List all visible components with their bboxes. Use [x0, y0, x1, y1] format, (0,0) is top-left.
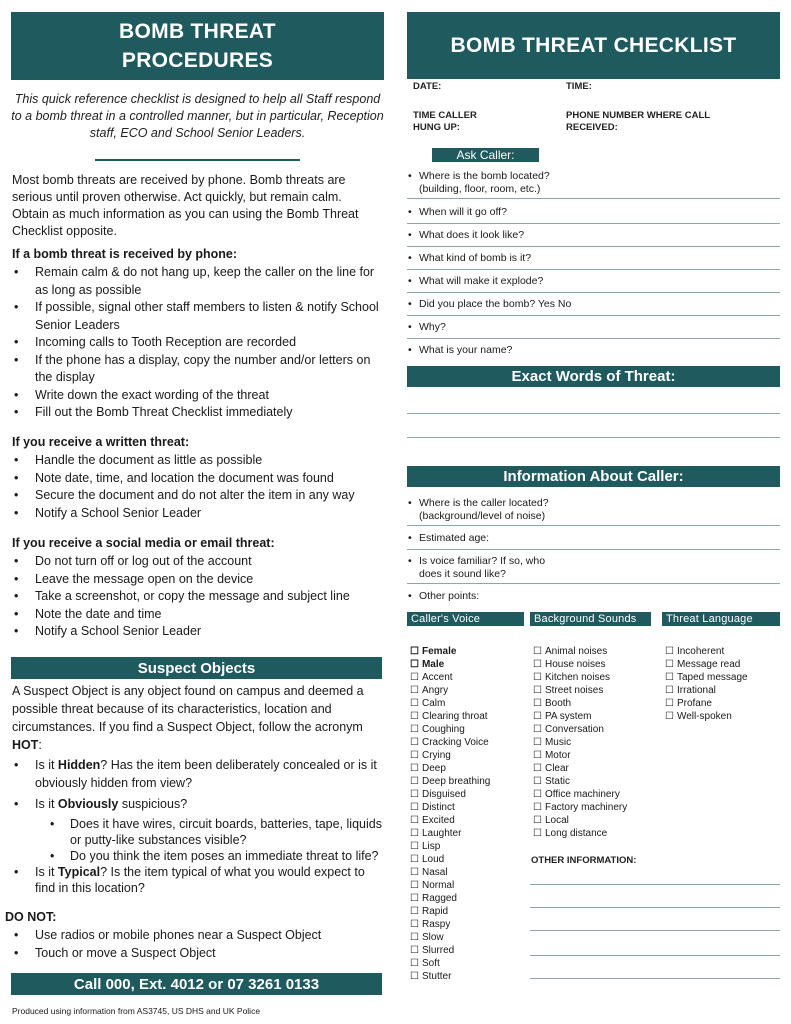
checkbox-icon[interactable]: ☐ [533, 685, 542, 696]
checkbox-label: Motor [544, 750, 571, 761]
phone-threat-heading: If a bomb threat is received by phone: [12, 247, 238, 261]
checkbox-option[interactable] [533, 736, 627, 749]
written-threat-heading: If you receive a written threat: [12, 435, 190, 449]
info-caller-location: • Where is the caller located? (background/level of noise) [407, 497, 780, 526]
checkbox-label: Loud [421, 854, 445, 865]
checkbox-option[interactable] [410, 723, 490, 736]
exact-words-banner: Exact Words of Threat: [407, 366, 780, 387]
checkbox-icon[interactable]: ☐ [533, 711, 542, 722]
checkbox-option[interactable] [410, 658, 490, 671]
phone-number-label: PHONE NUMBER WHERE CALL RECEIVED: [566, 110, 711, 133]
caller-info-banner: Information About Caller: [407, 466, 780, 487]
checkbox-label: Profane [676, 698, 712, 709]
checkbox-label: Slurred [421, 945, 455, 956]
question-look-like: • What does it look like? [407, 229, 780, 247]
checkbox-icon[interactable]: ☐ [533, 724, 542, 735]
checkbox-icon[interactable]: ☐ [410, 659, 419, 670]
answer-line [530, 955, 780, 956]
checkbox-label: Lisp [421, 841, 441, 852]
checkbox-icon[interactable]: ☐ [410, 971, 419, 982]
hung-up-label: TIME CALLER HUNG UP: [413, 110, 477, 133]
checkbox-option[interactable] [410, 866, 490, 879]
checkbox-icon[interactable]: ☐ [410, 906, 419, 917]
checkbox-option[interactable] [410, 918, 490, 931]
checkbox-icon[interactable]: ☐ [410, 737, 419, 748]
suspect-list [12, 757, 384, 896]
checkbox-option[interactable] [410, 788, 490, 801]
checkbox-label: Laughter [421, 828, 462, 839]
list-item: • Use radios or mobile phones near a Suspect Object [12, 927, 384, 945]
checkbox-label: Stutter [421, 971, 452, 982]
obvious-item: • Is it Obviously suspicious? [12, 796, 384, 814]
checkbox-option[interactable] [533, 684, 627, 697]
hidden-item: • Is it Hidden? Has the item been deliberately concealed or is it obviously hidden from view? [12, 757, 384, 792]
checklist-title-banner: BOMB THREAT CHECKLIST [407, 12, 780, 79]
checkbox-icon[interactable]: ☐ [410, 854, 419, 865]
checkbox-icon[interactable]: ☐ [410, 711, 419, 722]
info-other-points: • Other points: [407, 590, 780, 606]
intro-divider [95, 159, 300, 161]
checkbox-option[interactable] [533, 749, 627, 762]
checkbox-option[interactable] [410, 671, 490, 684]
list-item: • Touch or move a Suspect Object [12, 945, 384, 963]
checkbox-label: Street noises [544, 685, 604, 696]
checkbox-icon[interactable]: ☐ [665, 698, 674, 709]
suspect-intro-text: A Suspect Object is any object found on campus and deemed a possible threat because of its characteristics, location and circumstances. If you find a Suspect Object, follow the acronym [12, 684, 364, 734]
question-why: • Why? [407, 321, 780, 339]
ask-caller-banner: Ask Caller: [432, 148, 539, 162]
checkbox-icon[interactable]: ☐ [410, 646, 419, 657]
list-item: • Note the date and time [12, 606, 384, 624]
date-label: DATE: [413, 81, 442, 92]
checkbox-icon[interactable]: ☐ [665, 672, 674, 683]
checkbox-label: Taped message [676, 672, 748, 683]
checkbox-icon[interactable]: ☐ [410, 789, 419, 800]
do-not-heading: DO NOT: [5, 910, 57, 924]
threat-language-list [665, 645, 748, 723]
answer-line [530, 978, 780, 979]
checkbox-label: Clearing throat [421, 711, 488, 722]
procedures-title-line2: PROCEDURES [121, 49, 274, 72]
checkbox-icon[interactable]: ☐ [410, 750, 419, 761]
checkbox-option[interactable] [665, 658, 748, 671]
checkbox-option[interactable] [533, 775, 627, 788]
checkbox-label: Animal noises [544, 646, 608, 657]
checkbox-label: House noises [544, 659, 606, 670]
footer-note: Produced using information from AS3745, US DHS and UK Police [12, 1006, 261, 1016]
emergency-call-banner: Call 000, Ext. 4012 or 07 3261 0133 [11, 973, 382, 995]
checkbox-label: PA system [544, 711, 592, 722]
checkbox-option[interactable] [410, 827, 490, 840]
list-item: • Remain calm & do not hang up, keep the caller on the line for as long as possible [12, 264, 384, 299]
checkbox-label: Well-spoken [676, 711, 732, 722]
list-item: • Does it have wires, circuit boards, batteries, tape, liquids or putty-like substances visible? [12, 816, 384, 848]
checkbox-label: Deep breathing [421, 776, 491, 787]
checkbox-option[interactable] [533, 814, 627, 827]
checkbox-option[interactable] [533, 762, 627, 775]
checkbox-icon[interactable]: ☐ [410, 685, 419, 696]
background-sounds-list [533, 645, 627, 840]
checkbox-option[interactable] [533, 658, 627, 671]
list-item: • Write down the exact wording of the threat [12, 387, 384, 405]
callers-voice-header: Caller's Voice [407, 612, 524, 626]
checkbox-label: Message read [676, 659, 741, 670]
checkbox-icon[interactable]: ☐ [410, 815, 419, 826]
checkbox-option[interactable] [410, 645, 490, 658]
checkbox-icon[interactable]: ☐ [665, 685, 674, 696]
checkbox-label: Distinct [421, 802, 455, 813]
checkbox-option[interactable] [533, 801, 627, 814]
checkbox-label: Soft [421, 958, 440, 969]
checkbox-icon[interactable]: ☐ [410, 672, 419, 683]
checkbox-icon[interactable]: ☐ [533, 828, 542, 839]
checkbox-label: Male [421, 659, 445, 670]
checkbox-option[interactable] [410, 762, 490, 775]
checkbox-icon[interactable]: ☐ [533, 737, 542, 748]
answer-line [530, 930, 780, 931]
checkbox-icon[interactable]: ☐ [410, 828, 419, 839]
hidden-word: Hidden [57, 758, 101, 772]
background-sounds-header: Background Sounds [530, 612, 651, 626]
checkbox-label: Music [544, 737, 572, 748]
checkbox-label: Local [544, 815, 569, 826]
info-voice-familiar: • Is voice familiar? If so, who does it sound like? [407, 555, 780, 584]
list-item: • If possible, signal other staff members to listen & notify School Senior Leaders [12, 299, 384, 334]
time-label: TIME: [566, 81, 592, 92]
info-estimated-age: • Estimated age: [407, 532, 780, 550]
checkbox-label: Excited [421, 815, 455, 826]
checkbox-icon[interactable]: ☐ [533, 698, 542, 709]
checkbox-option[interactable] [410, 879, 490, 892]
checkbox-icon[interactable]: ☐ [410, 919, 419, 930]
checkbox-option[interactable] [665, 645, 748, 658]
checkbox-option[interactable] [533, 827, 627, 840]
other-information-label: OTHER INFORMATION: [531, 855, 637, 866]
answer-line [407, 437, 780, 438]
written-threat-list [12, 452, 384, 522]
checkbox-label: Angry [421, 685, 449, 696]
checkbox-label: Disguised [421, 789, 466, 800]
checkbox-icon[interactable]: ☐ [533, 646, 542, 657]
procedures-intro: This quick reference checklist is designed to help all Staff respond to a bomb threat in a controlled manner, but in particular, Reception staff, ECO and School Senior Leaders. [11, 92, 384, 140]
checkbox-option[interactable] [410, 775, 490, 788]
checkbox-option[interactable] [410, 814, 490, 827]
list-item: • Note date, time, and location the document was found [12, 470, 384, 488]
list-item: • Handle the document as little as possible [12, 452, 384, 470]
checkbox-label: Ragged [421, 893, 457, 904]
procedures-body: Most bomb threats are received by phone. Bomb threats are serious until proven otherwise. Act quickly, but remain calm. Obtain as much information as you can using the Bomb Threat Checklist opposite. [12, 173, 359, 238]
checkbox-label: Static [544, 776, 570, 787]
question-kind: • What kind of bomb is it? [407, 252, 780, 270]
list-item: • Take a screenshot, or copy the message and subject line [12, 588, 384, 606]
checkbox-icon[interactable]: ☐ [533, 763, 542, 774]
list-item: • Notify a School Senior Leader [12, 505, 384, 523]
list-item: • Secure the document and do not alter the item in any way [12, 487, 384, 505]
checkbox-option[interactable] [410, 905, 490, 918]
checkbox-icon[interactable]: ☐ [410, 724, 419, 735]
checkbox-label: Raspy [421, 919, 451, 930]
checkbox-icon[interactable]: ☐ [410, 867, 419, 878]
checkbox-icon[interactable]: ☐ [533, 750, 542, 761]
checkbox-label: Female [421, 646, 457, 657]
checkbox-label: Irrational [676, 685, 716, 696]
checkbox-icon[interactable]: ☐ [533, 789, 542, 800]
checkbox-option[interactable] [533, 723, 627, 736]
checkbox-icon[interactable]: ☐ [665, 659, 674, 670]
checkbox-option[interactable] [533, 645, 627, 658]
checkbox-label: Crying [421, 750, 451, 761]
checkbox-icon[interactable]: ☐ [533, 815, 542, 826]
checkbox-icon[interactable]: ☐ [533, 776, 542, 787]
checkbox-option[interactable] [533, 671, 627, 684]
checkbox-icon[interactable]: ☐ [410, 841, 419, 852]
suspect-intro: A Suspect Object is any object found on campus and deemed a possible threat because of its characteristics, location and circumstances. If you find a Suspect Object, follow the acronym HOT: [12, 684, 364, 752]
suspect-acronym: HOT [12, 738, 39, 752]
checkbox-option[interactable] [410, 892, 490, 905]
checkbox-option[interactable] [410, 736, 490, 749]
question-when: • When will it go off? [407, 206, 780, 224]
checkbox-option[interactable] [533, 788, 627, 801]
checkbox-icon[interactable]: ☐ [410, 958, 419, 969]
checkbox-icon[interactable]: ☐ [533, 802, 542, 813]
list-item: • Do not turn off or log out of the account [12, 553, 384, 571]
checkbox-icon[interactable]: ☐ [533, 672, 542, 683]
checkbox-icon[interactable]: ☐ [665, 711, 674, 722]
callers-voice-list [410, 645, 490, 983]
threat-language-header: Threat Language [662, 612, 780, 626]
procedures-title-banner [11, 12, 384, 80]
checkbox-icon[interactable]: ☐ [410, 802, 419, 813]
checkbox-label: Booth [544, 698, 572, 709]
checkbox-icon[interactable]: ☐ [410, 880, 419, 891]
list-item: • Do you think the item poses an immediate threat to life? [12, 848, 384, 864]
checkbox-option[interactable] [410, 853, 490, 866]
checkbox-icon[interactable]: ☐ [665, 646, 674, 657]
checkbox-option[interactable] [410, 749, 490, 762]
checkbox-label: Calm [421, 698, 446, 709]
checkbox-option[interactable] [410, 970, 490, 983]
checkbox-label: Accent [421, 672, 453, 683]
checkbox-label: Coughing [421, 724, 465, 735]
checkbox-option[interactable] [665, 684, 748, 697]
answer-line [530, 884, 780, 885]
checkbox-icon[interactable]: ☐ [410, 945, 419, 956]
checkbox-label: Deep [421, 763, 446, 774]
answer-line [407, 413, 780, 414]
phone-threat-list [12, 264, 384, 422]
list-item: • Notify a School Senior Leader [12, 623, 384, 641]
obvious-word: Obviously [57, 797, 119, 811]
checkbox-option[interactable] [410, 957, 490, 970]
checkbox-option[interactable] [533, 697, 627, 710]
social-threat-heading: If you receive a social media or email threat: [12, 536, 275, 550]
checkbox-option[interactable] [410, 710, 490, 723]
checkbox-icon[interactable]: ☐ [410, 763, 419, 774]
checkbox-option[interactable] [410, 931, 490, 944]
checkbox-icon[interactable]: ☐ [533, 659, 542, 670]
checkbox-label: Clear [544, 763, 569, 774]
checkbox-label: Nasal [421, 867, 448, 878]
checkbox-label: Rapid [421, 906, 449, 917]
list-item: • Incoming calls to Tooth Reception are recorded [12, 334, 384, 352]
checkbox-icon[interactable]: ☐ [410, 698, 419, 709]
checkbox-label: Incoherent [676, 646, 725, 657]
social-threat-list [12, 553, 384, 641]
checkbox-option[interactable] [665, 710, 748, 723]
do-not-list [12, 927, 384, 962]
question-bomb-location: • Where is the bomb located? (building, floor, room, etc.) [407, 170, 780, 199]
checkbox-icon[interactable]: ☐ [410, 932, 419, 943]
checkbox-label: Normal [421, 880, 455, 891]
checkbox-option[interactable] [665, 697, 748, 710]
checkbox-option[interactable] [533, 710, 627, 723]
checkbox-label: Factory machinery [544, 802, 628, 813]
checkbox-label: Conversation [544, 724, 604, 735]
question-name: • What is your name? [407, 344, 780, 362]
checkbox-label: Slow [421, 932, 444, 943]
checkbox-label: Cracking Voice [421, 737, 489, 748]
checkbox-icon[interactable]: ☐ [410, 776, 419, 787]
question-explode: • What will make it explode? [407, 275, 780, 293]
checkbox-icon[interactable]: ☐ [410, 893, 419, 904]
checkbox-label: Long distance [544, 828, 608, 839]
checkbox-option[interactable] [410, 801, 490, 814]
suspect-objects-banner: Suspect Objects [11, 657, 382, 679]
list-item: • If the phone has a display, copy the number and/or letters on the display [12, 352, 384, 387]
typical-word: Typical [57, 864, 101, 879]
procedures-title-line1: BOMB THREAT [119, 20, 276, 43]
checkbox-option[interactable] [410, 684, 490, 697]
checkbox-option[interactable] [410, 944, 490, 957]
checkbox-label: Kitchen noises [544, 672, 611, 683]
question-placed: • Did you place the bomb? Yes No [407, 298, 780, 316]
list-item: • Leave the message open on the device [12, 571, 384, 589]
checkbox-option[interactable] [665, 671, 748, 684]
list-item: • Fill out the Bomb Threat Checklist immediately [12, 404, 384, 422]
checkbox-option[interactable] [410, 840, 490, 853]
checkbox-label: Office machinery [544, 789, 620, 800]
typical-item: • Is it Typical? Is the item typical of what you would expect to find in this location? [12, 864, 384, 896]
answer-line [530, 907, 780, 908]
checkbox-option[interactable] [410, 697, 490, 710]
